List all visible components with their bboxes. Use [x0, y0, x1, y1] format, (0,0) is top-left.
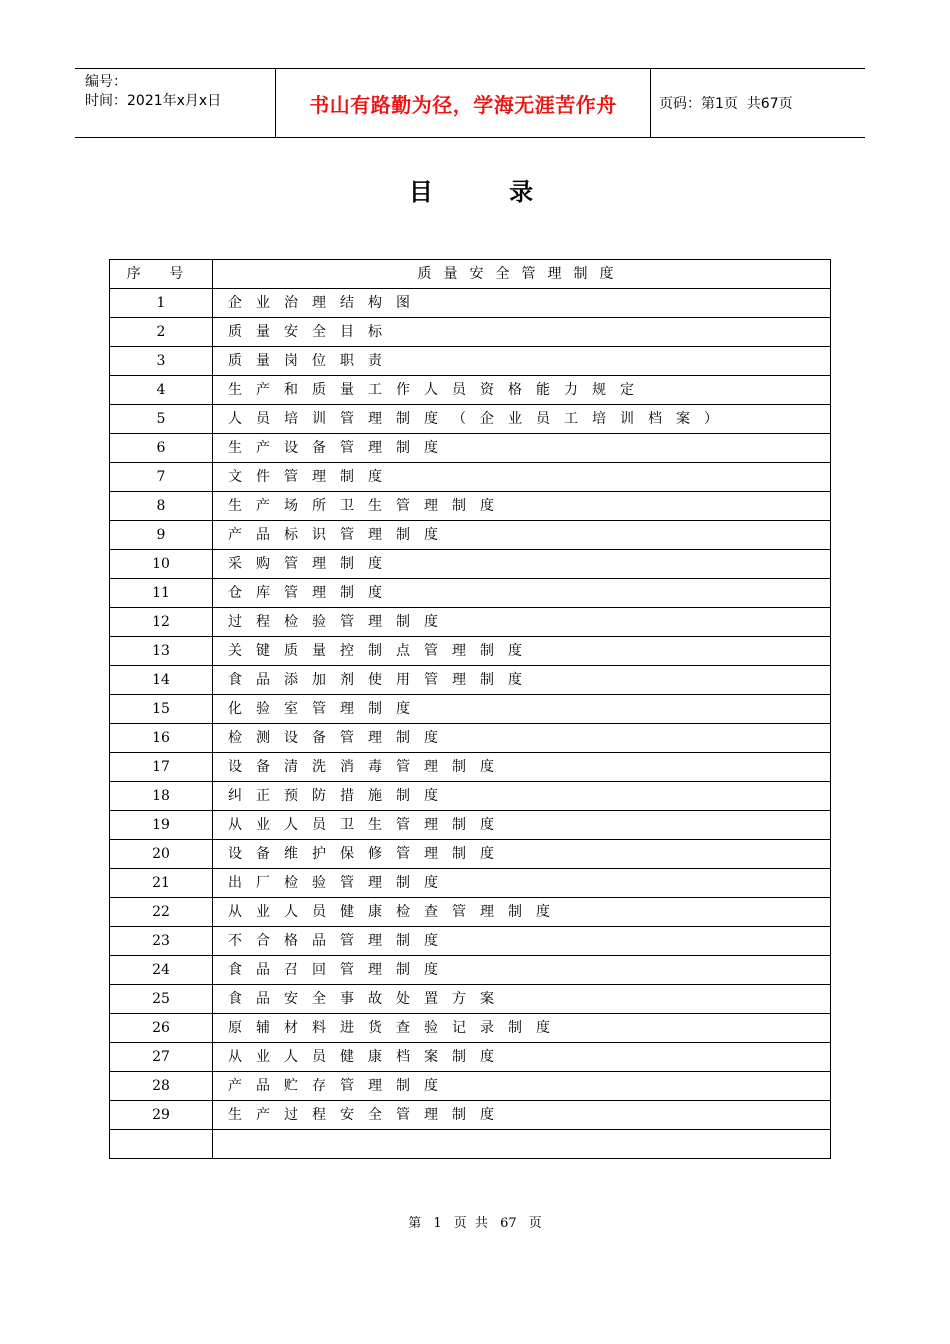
row-number: 19 [110, 811, 213, 840]
row-number: 24 [110, 956, 213, 985]
row-title: 纠正预防措施制度 [213, 782, 831, 811]
row-title: 出厂检验管理制度 [213, 869, 831, 898]
row-number: 29 [110, 1101, 213, 1130]
table-row [110, 1072, 831, 1101]
row-number [110, 1130, 213, 1159]
row-number: 1 [110, 289, 213, 318]
row-title: 食品召回管理制度 [213, 956, 831, 985]
row-number: 10 [110, 550, 213, 579]
row-title: 食品安全事故处置方案 [213, 985, 831, 1014]
page-header [75, 68, 865, 138]
row-number: 20 [110, 840, 213, 869]
row-title: 生产和质量工作人员资格能力规定 [213, 376, 831, 405]
table-row [110, 463, 831, 492]
row-number: 17 [110, 753, 213, 782]
table-row [110, 434, 831, 463]
contents-table [109, 259, 831, 1159]
row-title: 设备维护保修管理制度 [213, 840, 831, 869]
table-row [110, 347, 831, 376]
row-title [213, 1130, 831, 1159]
column-header-name: 质量安全管理制度 [213, 260, 831, 289]
header-meta [85, 73, 275, 111]
row-title: 仓库管理制度 [213, 579, 831, 608]
row-title: 文件管理制度 [213, 463, 831, 492]
row-number: 4 [110, 376, 213, 405]
footer-suffix: 页 [528, 1216, 542, 1231]
row-title: 从业人员健康检查管理制度 [213, 898, 831, 927]
table-header-row [110, 260, 831, 289]
table-row [110, 289, 831, 318]
table-row [110, 405, 831, 434]
row-number: 28 [110, 1072, 213, 1101]
row-title: 产品贮存管理制度 [213, 1072, 831, 1101]
table-row [110, 550, 831, 579]
table-row [110, 985, 831, 1014]
table-row [110, 869, 831, 898]
time-label: 时间：2021年x月x日 [85, 93, 222, 109]
document-title: 目 录 [408, 177, 568, 206]
table-row [110, 579, 831, 608]
row-title: 生产设备管理制度 [213, 434, 831, 463]
header-page-info: 页码：第1页 共67页 [659, 96, 793, 112]
table-row [110, 521, 831, 550]
table-row [110, 492, 831, 521]
row-title: 检测设备管理制度 [213, 724, 831, 753]
row-number: 11 [110, 579, 213, 608]
row-title: 设备清洗消毒管理制度 [213, 753, 831, 782]
row-title: 产品标识管理制度 [213, 521, 831, 550]
row-number: 12 [110, 608, 213, 637]
table-row [110, 637, 831, 666]
row-title: 人员培训管理制度（企业员工培训档案） [213, 405, 831, 434]
header-divider [650, 69, 651, 137]
row-number: 18 [110, 782, 213, 811]
row-title: 化验室管理制度 [213, 695, 831, 724]
table-row [110, 811, 831, 840]
table-row [110, 376, 831, 405]
row-number: 23 [110, 927, 213, 956]
row-title: 关键质量控制点管理制度 [213, 637, 831, 666]
row-number: 7 [110, 463, 213, 492]
table-row [110, 840, 831, 869]
row-title: 质量安全目标 [213, 318, 831, 347]
table-row [110, 608, 831, 637]
table-row [110, 1101, 831, 1130]
table-row [110, 782, 831, 811]
table-row [110, 956, 831, 985]
table-row [110, 1130, 831, 1159]
table-row [110, 666, 831, 695]
column-header-number: 序 号 [110, 260, 213, 289]
footer-page-number: 1 [433, 1216, 442, 1231]
table-row [110, 318, 831, 347]
row-number: 3 [110, 347, 213, 376]
footer-mid: 页 共 [453, 1216, 488, 1231]
table-row [110, 927, 831, 956]
row-number: 14 [110, 666, 213, 695]
row-number: 27 [110, 1043, 213, 1072]
row-title: 质量岗位职责 [213, 347, 831, 376]
number-label: 编号： [85, 74, 127, 90]
row-number: 5 [110, 405, 213, 434]
table-row [110, 1014, 831, 1043]
row-number: 26 [110, 1014, 213, 1043]
table-row [110, 724, 831, 753]
row-title: 不合格品管理制度 [213, 927, 831, 956]
row-number: 2 [110, 318, 213, 347]
row-number: 21 [110, 869, 213, 898]
row-title: 食品添加剂使用管理制度 [213, 666, 831, 695]
row-title: 从业人员卫生管理制度 [213, 811, 831, 840]
row-number: 8 [110, 492, 213, 521]
row-title: 原辅材料进货查验记录制度 [213, 1014, 831, 1043]
row-title: 过程检验管理制度 [213, 608, 831, 637]
table-row [110, 898, 831, 927]
table-row [110, 695, 831, 724]
row-title: 生产场所卫生管理制度 [213, 492, 831, 521]
row-title: 从业人员健康档案制度 [213, 1043, 831, 1072]
row-number: 9 [110, 521, 213, 550]
row-number: 13 [110, 637, 213, 666]
row-number: 6 [110, 434, 213, 463]
footer-prefix: 第 [408, 1216, 422, 1231]
row-title: 生产过程安全管理制度 [213, 1101, 831, 1130]
row-title: 企业治理结构图 [213, 289, 831, 318]
row-number: 22 [110, 898, 213, 927]
table-row [110, 753, 831, 782]
row-number: 15 [110, 695, 213, 724]
table-row [110, 1043, 831, 1072]
row-number: 16 [110, 724, 213, 753]
row-title: 采购管理制度 [213, 550, 831, 579]
row-number: 25 [110, 985, 213, 1014]
header-motto: 书山有路勤为径，学海无涯苦作舟 [309, 92, 617, 117]
page-footer [0, 1212, 950, 1231]
footer-total-pages: 67 [500, 1216, 517, 1231]
